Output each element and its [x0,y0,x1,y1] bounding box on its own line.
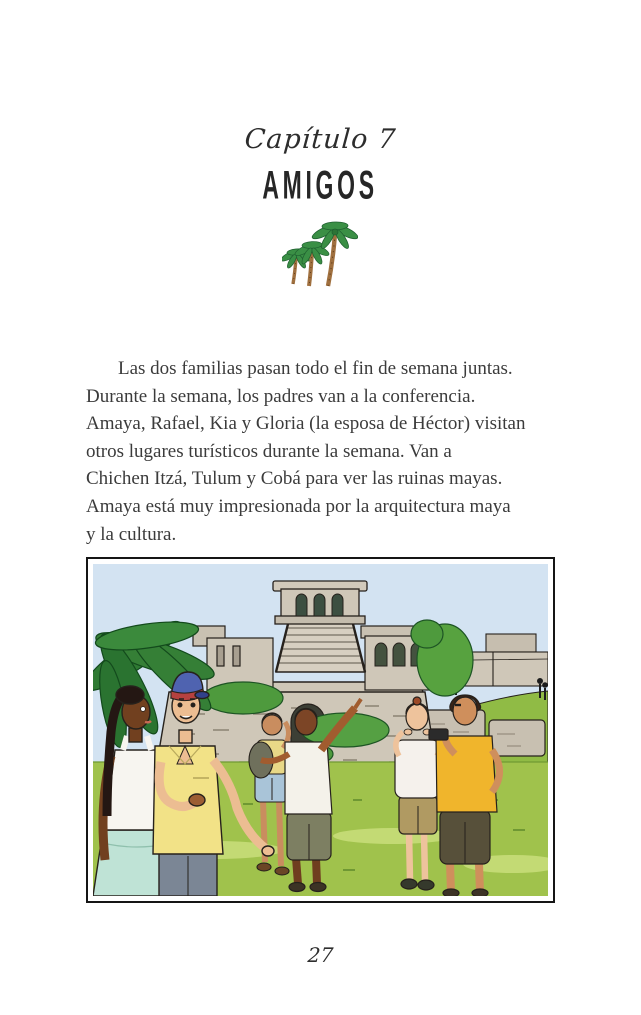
paragraph-line: Chichen Itzá, Tulum y Cobá para ver las ruinas mayas. [86,468,503,490]
paragraph-line: y la cultura. [86,523,177,545]
paragraph-line: Amaya está muy impresionada por la arquitectura maya [86,495,511,517]
paragraph-line: otros lugares turísticos durante la semana. Van a [86,440,452,462]
ruins-illustration [86,557,555,903]
chapter-label: Capítulo 7 [243,124,398,155]
palm-trees-icon [282,220,358,288]
page-number: 27 [306,943,335,967]
chapter-title-text: AMIGOS [262,163,379,208]
paragraph-line: Las dos familias pasan todo el fin de semana juntas. [118,358,513,379]
paragraph-line: Durante la semana, los padres van a la conferencia. [86,385,476,407]
chapter-title [0,163,641,208]
story-paragraph [86,355,562,548]
paragraph-line: Amaya, Rafael, Kia y Gloria (la esposa de Héctor) visitan [86,413,526,435]
